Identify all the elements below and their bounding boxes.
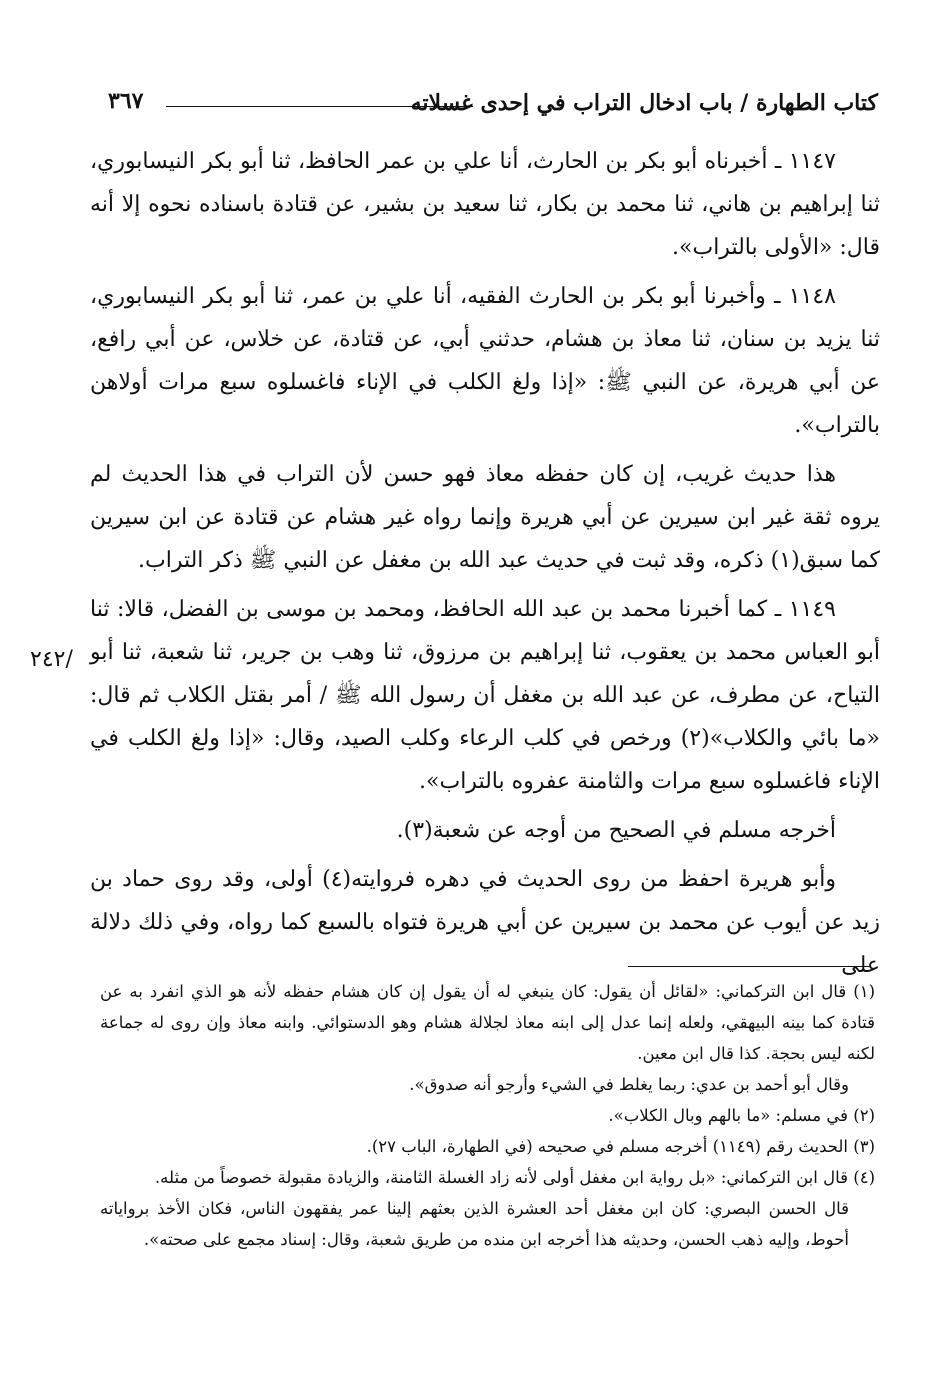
- footnote-1: (١) قال ابن التركماني: «لقائل أن يقول: كان ينبغي له أن يقول إن كان هشام حفظه لأنه هو الذي انفرد به عن قتادة كما بينه البيهقي، ولعله إنما عدل إلى ابنه معاذ لجلالة هشام وهو الدستوائي. وابنه معاذ وإن روى له جماعة لكنه ليس بحجة. كذا قال ابن معين.: [100, 982, 875, 1063]
- footnote-3: (٣) الحديث رقم (١١٤٩) أخرجه مسلم في صحيحه (في الطهارة، الباب ٢٧).: [366, 1137, 875, 1156]
- header-title: كتاب الطهارة / باب ادخال التراب في إحدى غسلاته: [410, 90, 878, 116]
- hadith-1147: ١١٤٧ ـ أخبرناه أبو بكر بن الحارث، أنا علي بن عمر الحافظ، ثنا أبو بكر النيسابوري، ثنا إبراهيم بن هاني، ثنا محمد بن بكار، ثنا سعيد بن بشير، عن قتادة باسناده نحوه إلا أنه قال: «الأولى بالتراب».: [90, 149, 880, 260]
- page-number: ٣٦٧: [108, 88, 144, 114]
- footnotes: [100, 976, 875, 1255]
- commentary-paragraph-1: هذا حديث غريب، إن كان حفظه معاذ فهو حسن لأن التراب في هذا الحديث لم يروه ثقة غير ابن سيرين عن أبي هريرة وإنما رواه غير هشام عن قتادة عن ابن سيرين كما سبق(١) ذكره، وقد ثبت في حديث عبد الله بن مغفل عن النبي ﷺ ذكر التراب.: [90, 462, 880, 573]
- commentary-paragraph-2: وأبو هريرة احفظ من روى الحديث في دهره فروايته(٤) أولى، وقد روى حماد بن زيد عن أيوب عن محمد بن سيرين عن أبي هريرة فتواه بالسبع كما رواه، وفي ذلك دلالة على: [90, 867, 880, 978]
- manuscript-page-marker: /٢٤٢: [30, 647, 73, 672]
- footnote-2: (٢) في مسلم: «ما بالهم وبال الكلاب».: [608, 1106, 875, 1125]
- header-rule: [166, 106, 473, 107]
- footnote-4-continuation: قال الحسن البصري: كان ابن مغفل أحد العشرة الذين بعثهم إلينا عمر يفقهون الناس، فكان الأخذ برواياته أحوط، وإليه ذهب الحسن، وحديثه هذا أخرجه ابن منده من طريق شعبة، وقال: إسناد مجمع على صحته».: [100, 1199, 849, 1249]
- footnote-4: (٤) قال ابن التركماني: «بل رواية ابن مغفل أولى لأنه زاد الغسلة الثامنة، والزيادة مقبولة خصوصاً من مثله.: [154, 1168, 875, 1187]
- hadith-1148: ١١٤٨ ـ وأخبرنا أبو بكر بن الحارث الفقيه، أنا علي بن عمر، ثنا أبو بكر النيسابوري، ثنا يزيد بن سنان، ثنا معاذ بن هشام، حدثني أبي، عن قتادة، عن خلاس، عن أبي رافع، عن أبي هريرة، عن النبي ﷺ: «إذا ولغ الكلب في الإناء فاغسلوه سبع مرات أولاهن بالتراب».: [90, 284, 880, 438]
- footnote-separator: [628, 966, 870, 967]
- footnote-1-continuation: وقال أبو أحمد بن عدي: ربما يغلط في الشيء وأرجو أنه صدوق».: [409, 1075, 849, 1094]
- hadith-1149: ١١٤٩ ـ كما أخبرنا محمد بن عبد الله الحافظ، ومحمد بن موسى بن الفضل، قالا: ثنا أبو العباس محمد بن يعقوب، ثنا إبراهيم بن مرزوق، ثنا وهب بن جرير، ثنا شعبة، ثنا أبو التياح، عن مطرف، عن عبد الله بن مغفل أن رسول الله ﷺ / أمر بقتل الكلاب ثم قال: «ما بائي والكلاب»(٢) ورخص في كلب الرعاء وكلب الصيد، وقال: «إذا ولغ الكلب في الإناء فاغسلوه سبع مرات والثامنة عفروه بالتراب».: [90, 597, 880, 794]
- takhrij-paragraph: أخرجه مسلم في الصحيح من أوجه عن شعبة(٣).: [396, 818, 836, 843]
- main-text: [90, 140, 880, 993]
- running-header: [108, 86, 878, 126]
